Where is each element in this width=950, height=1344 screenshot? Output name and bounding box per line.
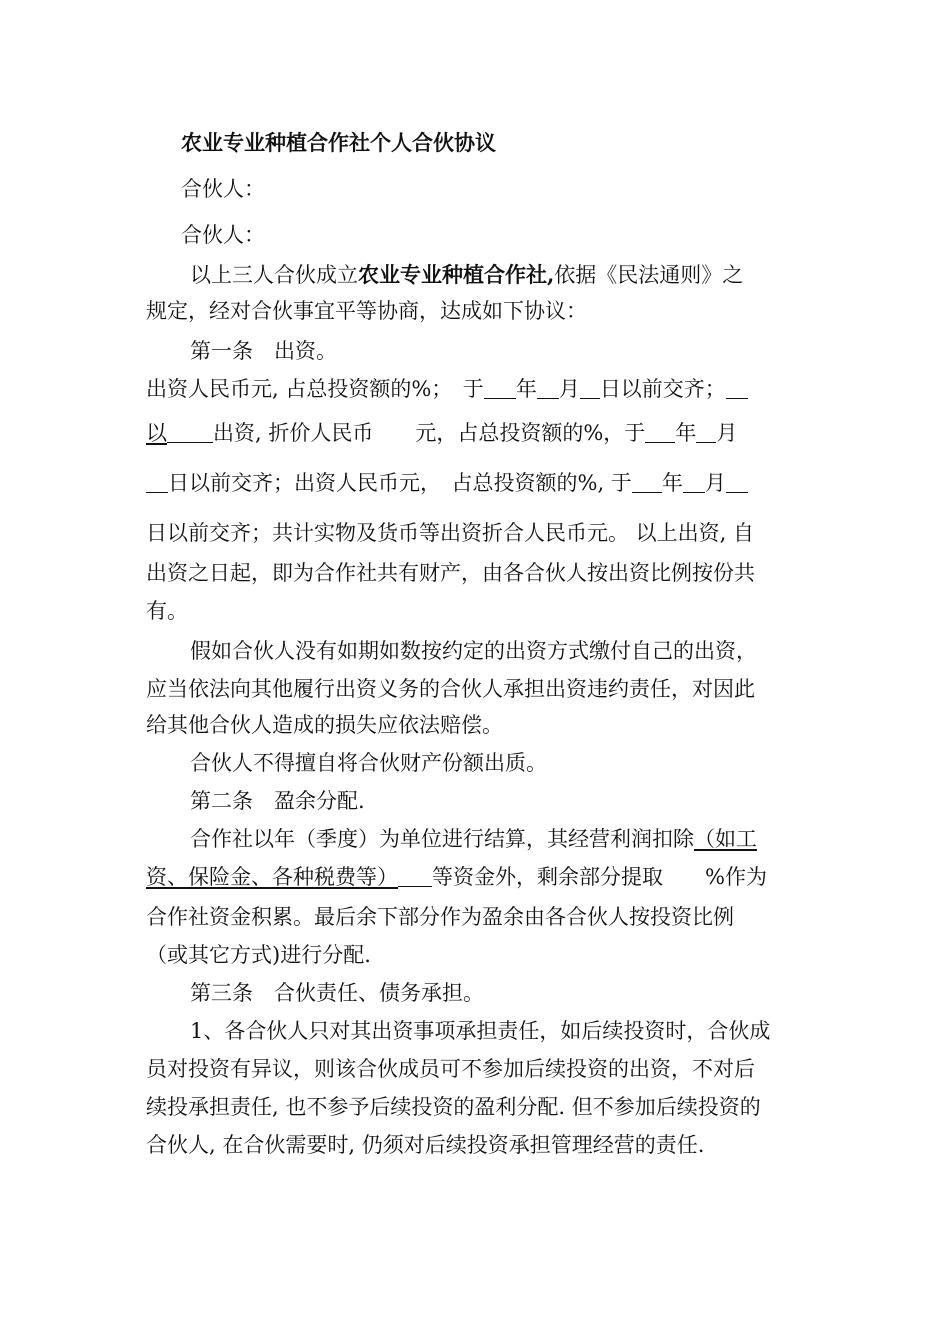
article-3-heading: 第三条 合伙责任、债务承担。 (190, 981, 484, 1005)
blank-month (696, 422, 716, 443)
blank-year (632, 472, 662, 493)
article-2-line-3: 合作社资金积累。最后余下部分作为盈余由各合伙人按投资比例 (146, 905, 734, 929)
intro-text-c: 依据《民法通则》之 (554, 263, 744, 287)
blank-asset (167, 422, 213, 443)
article-1-line-5: 出资之日起，即为合作社共有财产，由各合伙人按出资比例按份共 (146, 561, 755, 585)
article-3-line-3: 续投承担责任, 也不参予后续投资的盈利分配. 但不参加后续投资的 (146, 1095, 761, 1119)
partner-line-1: 合伙人： (181, 177, 265, 201)
a1l1-day: 日以前交齐； (599, 377, 726, 401)
default-para-line-1: 假如合伙人没有如期如数按约定的出资方式缴付自己的出资， (190, 639, 757, 663)
a1l2-text: 出资, 折价人民币 元，占总投资额的%，于 (213, 421, 646, 445)
blank-day (146, 472, 168, 493)
intro-line-1 (190, 260, 854, 290)
default-para-line-2: 应当依法向其他履行出资义务的合伙人承担出资违约责任，对因此 (146, 677, 755, 701)
a2l1-text: 合作社以年（季度）为单位进行结算，其经营利润扣除 (190, 827, 694, 851)
a1l3-month: 月 (704, 471, 726, 495)
article-1-heading: 第一条 出资。 (190, 339, 337, 363)
a1l3-year: 年 (661, 471, 683, 495)
document-title: 农业专业种植合作社个人合伙协议 (181, 130, 496, 155)
partner-line-2: 合伙人： (181, 223, 265, 247)
article-1-line-2 (146, 418, 810, 448)
a1l2-year: 年 (675, 421, 697, 445)
article-1-line-4: 日以前交齐；共计实物及货币等出资折合人民币元。 以上出资, 自 (146, 521, 755, 545)
intro-text-a: 以上三人合伙成立 (190, 263, 358, 287)
article-2-line-4: （或其它方式)进行分配. (146, 943, 371, 967)
blank-item (726, 378, 748, 399)
blank-day (726, 472, 748, 493)
intro-line-2: 规定，经对合伙事宜平等协商，达成如下协议： (146, 299, 587, 323)
a2l1-underlined: （如工 (694, 827, 757, 851)
blank-day (580, 378, 600, 399)
a1l1-year: 年 (515, 377, 537, 401)
article-1-line-3 (146, 468, 810, 498)
article-2-line-2 (146, 862, 810, 892)
article-3-line-1: 1、各合伙人只对其出资事项承担责任，如后续投资时，合伙成 (190, 1019, 771, 1043)
article-2-heading: 第二条 盈余分配. (190, 789, 365, 813)
blank-month (537, 378, 559, 399)
a1l3-text: 日以前交齐；出资人民币元， 占总投资额的%, 于 (168, 471, 632, 495)
article-1-line-1 (146, 374, 810, 404)
a1l2-month: 月 (716, 421, 738, 445)
a2l2-underlined: 资、保险金、各种税费等） (146, 865, 398, 889)
blank-month (683, 472, 705, 493)
cooperative-name: 农业专业种植合作社, (358, 262, 555, 287)
article-2-line-1 (190, 824, 854, 854)
blank-year (645, 422, 675, 443)
a1l2-yi: 以 (146, 421, 167, 445)
blank-deduction (398, 866, 432, 887)
a2l2-text: 等资金外，剩余部分提取 %作为 (432, 865, 767, 889)
pledge-clause: 合伙人不得擅自将合伙财产份额出质。 (190, 751, 547, 775)
a1l1-text: 出资人民币元, 占总投资额的%； 于 (146, 377, 484, 401)
article-1-line-6: 有。 (146, 599, 188, 623)
article-3-line-4: 合伙人, 在合伙需要时, 仍须对后续投资承担管理经营的责任. (146, 1133, 705, 1157)
blank-year (484, 378, 516, 399)
a1l1-month: 月 (558, 377, 580, 401)
default-para-line-3: 给其他合伙人造成的损失应依法赔偿。 (146, 713, 503, 737)
article-3-line-2: 员对投资有异议，则该合伙成员可不参加后续投资的出资，不对后 (146, 1057, 755, 1081)
